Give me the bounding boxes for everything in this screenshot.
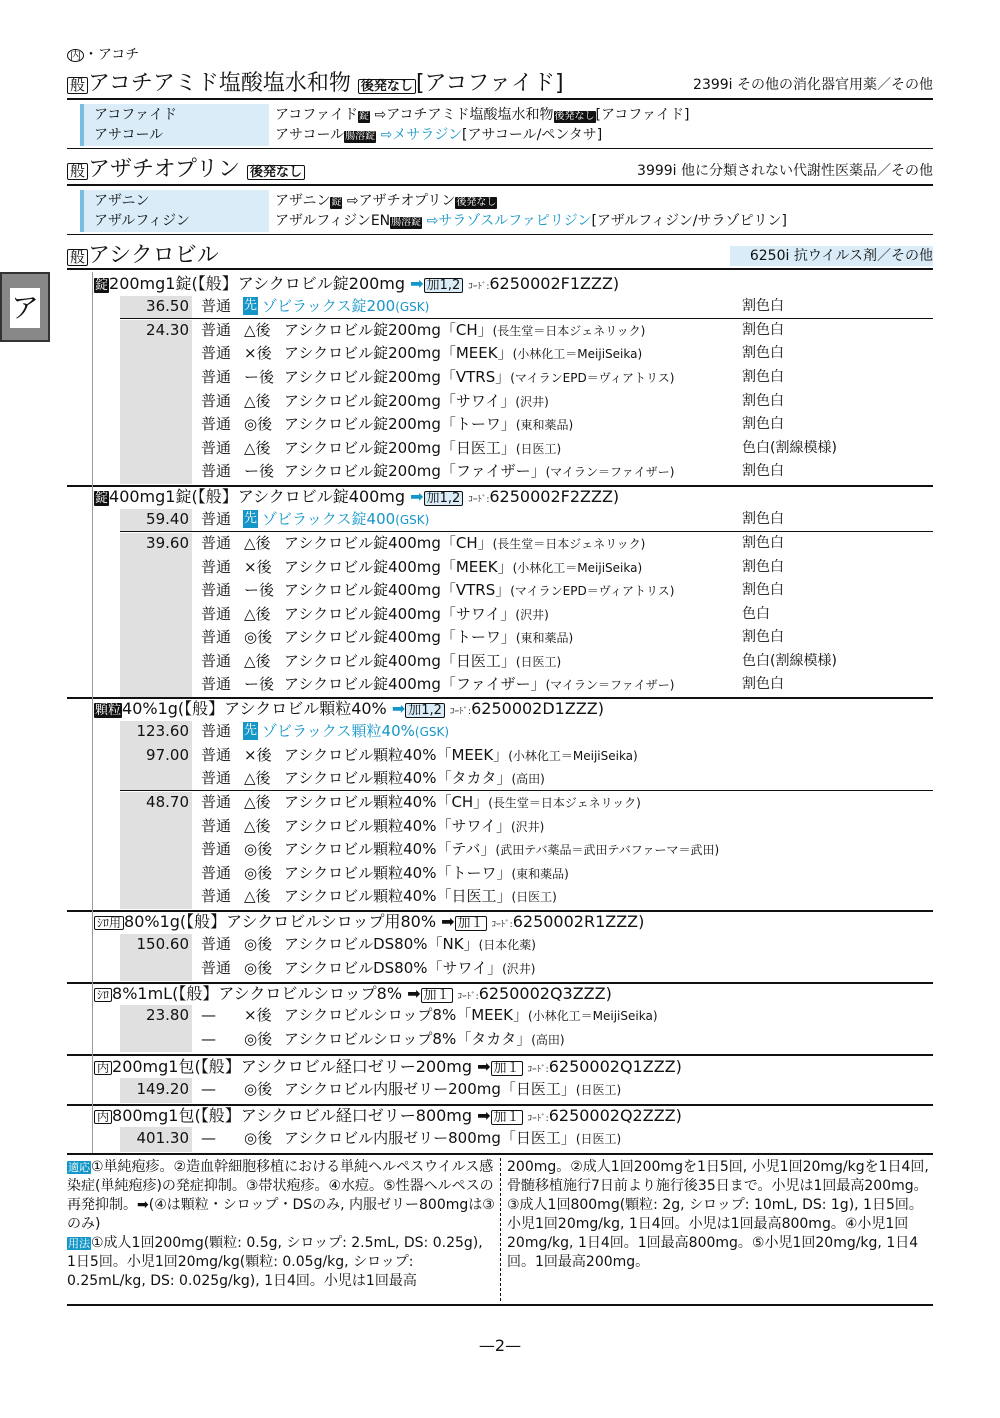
entry3-category: 6250i 抗ウイルス剤／その他: [749, 248, 933, 264]
tablet-icon: 錠: [95, 278, 109, 293]
code-label: ｺｰﾄﾞ:: [450, 707, 472, 717]
form-row: [94, 984, 612, 1007]
xref-suffix: [アサコール/ペンタサ]: [462, 127, 603, 143]
maker-name: (東和薬品): [511, 867, 569, 881]
side-tab-label: ア: [10, 288, 40, 328]
kind-label: 普通: [201, 510, 232, 528]
product-name-row: [284, 1079, 621, 1100]
maker-name: (高田): [511, 772, 545, 786]
kind-label: 普通: [201, 558, 232, 576]
generic-status-mark: ×後: [244, 344, 272, 362]
code-value: 6250002D1ZZZ): [471, 699, 604, 718]
kind-label: —: [201, 1006, 216, 1024]
generic-status-mark: △後: [244, 652, 271, 670]
form-row: [94, 1057, 682, 1080]
kind-label: —: [201, 1080, 216, 1098]
price-value: 48.70: [146, 793, 189, 811]
kasan-badge: 加1,2: [424, 491, 464, 506]
xref-tag: 腸溶錠: [345, 131, 376, 142]
product-name-row: [284, 557, 642, 578]
form-text: 200mg1錠(【般】アシクロビル錠200mg: [109, 274, 406, 293]
arrow-icon: ➡: [391, 699, 406, 718]
arrow-icon: ➡: [410, 487, 424, 506]
maker-name: (沢井): [511, 820, 545, 834]
generic-status-mark: ◎後: [244, 415, 273, 433]
original-drug-badge: 先: [244, 511, 258, 526]
product-name-row: [284, 863, 569, 884]
kasan-badge: 加１: [421, 988, 453, 1003]
xref-left-item: アサコール: [94, 127, 164, 143]
jelly-icon: 内: [94, 1110, 112, 1124]
kind-label: 普通: [201, 817, 232, 835]
usage-left: [67, 1158, 495, 1291]
generic-status-mark: △後: [244, 321, 271, 339]
product-note: 割色白: [742, 369, 784, 385]
arrow-icon: ➡: [477, 1057, 491, 1076]
product-name-row: [284, 604, 549, 625]
maker-name: (マイランEPD＝ヴィアトリス): [510, 371, 675, 385]
kind-label: 普通: [201, 462, 232, 480]
entry1-name: アコチアミド塩酸塩水和物: [88, 71, 351, 96]
generic-status-mark: ◎後: [244, 1030, 273, 1048]
generic-status-mark: ◎後: [244, 935, 273, 953]
maker-name: (小林化工＝MeijiSeika): [527, 1009, 658, 1023]
product-name[interactable]: アシクロビル錠200mg「CH」: [284, 321, 493, 339]
xref-left-item: アザルフィジン: [94, 213, 190, 229]
product-name-row: [284, 958, 535, 979]
product-name[interactable]: ゾビラックス顆粒40%: [262, 722, 415, 740]
price-value: 39.60: [146, 534, 189, 552]
product-name[interactable]: アシクロビル顆粒40%「MEEK」: [284, 746, 509, 764]
entry1-category: 2399i その他の消化器官用薬／その他: [693, 77, 933, 93]
arrow-icon: ➡: [441, 912, 455, 931]
arrow-icon: ⇨: [346, 193, 359, 209]
product-note: 割色白: [742, 535, 784, 551]
product-name[interactable]: アシクロビル錠200mg「トーワ」: [284, 415, 516, 433]
kind-label: —: [201, 1129, 216, 1147]
product-name[interactable]: アシクロビルシロップ8%「MEEK」: [284, 1006, 528, 1024]
code-value: 6250002F2ZZZ): [489, 487, 620, 506]
maker-name: (小林化工＝MeijiSeika): [512, 347, 643, 361]
form-row: [94, 274, 619, 297]
product-name-row: [284, 438, 561, 459]
kasan-badge: 加１: [491, 1110, 523, 1125]
product-name-row: [284, 1005, 658, 1026]
product-note: 割色白: [742, 416, 784, 432]
form-row: [94, 912, 644, 935]
product-name[interactable]: アシクロビル顆粒40%「テバ」: [284, 840, 496, 858]
code-label: ｺｰﾄﾞ:: [527, 1114, 549, 1124]
product-note: 割色白: [742, 676, 784, 692]
kasan-badge: 加１: [455, 916, 487, 931]
kind-label: 普通: [201, 864, 232, 882]
product-name[interactable]: アシクロビル顆粒40%「サワイ」: [284, 817, 511, 835]
product-name[interactable]: アシクロビル錠400mg「トーワ」: [284, 628, 516, 646]
code-label: ｺｰﾄﾞ:: [468, 495, 490, 505]
xref-prefix: アザニン: [275, 193, 331, 209]
price-value: 401.30: [136, 1129, 189, 1147]
kasan-badge: 加1,2: [424, 278, 464, 293]
price-value: 36.50: [146, 297, 189, 315]
price-value: 149.20: [136, 1080, 189, 1098]
product-name-row: [284, 816, 544, 837]
jelly-icon: 内: [94, 1061, 112, 1075]
xref-badge: 後発なし: [554, 111, 595, 122]
dosage-text-right: 200mg。②成人1回200mgを1日5回, 小児1回20mg/kgを1日4回, 骨髄移植施行7日前より施行後35日まで。小児は1回最高200mg。③成人1回800mg(顆粒: 2g, シロップ: 10mL, DS: 1g), 1日5回。小児1回20mg/kg, 1日4回。小児は1回最高800mg。④小児1回20mg/kg, 1日4回。1回最高800mg。⑤小児1回20mg/kg, 1日4回。1回最高200mg。: [507, 1159, 929, 1270]
product-name[interactable]: アシクロビルシロップ8%「タカタ」: [284, 1030, 532, 1048]
product-name[interactable]: アシクロビル内服ゼリー800mg「日医工」: [284, 1129, 576, 1147]
product-name-row: [284, 343, 642, 364]
xref-right-row: [275, 191, 497, 211]
product-name-row: [262, 721, 449, 742]
generic-mark: 般: [67, 249, 88, 266]
kind-label: 普通: [201, 887, 232, 905]
product-name[interactable]: アシクロビル錠400mg「VTRS」: [284, 581, 511, 599]
code-value: 6250002Q1ZZZ): [548, 1057, 682, 1076]
product-name[interactable]: アシクロビル錠400mg「MEEK」: [284, 558, 513, 576]
kind-label: 普通: [201, 628, 232, 646]
maker-name: (小林化工＝MeijiSeika): [512, 561, 643, 575]
product-name[interactable]: ゾビラックス錠400: [262, 510, 396, 528]
product-name-row: [284, 533, 645, 554]
generic-mark: 般: [67, 163, 88, 180]
xref-suffix: [アコファイド]: [595, 107, 690, 123]
maker-name: (東和薬品): [515, 418, 574, 432]
arrow-icon: ➡: [410, 274, 424, 293]
product-note: 色白: [742, 606, 770, 622]
generic-status-mark: ◎後: [244, 840, 273, 858]
xref-badge: 後発なし: [456, 197, 497, 208]
entry1-title: [67, 71, 564, 97]
product-name-row: [284, 1029, 565, 1050]
product-note: 割色白: [742, 463, 784, 479]
xref-target-link[interactable]: アコチアミド塩酸塩水和物: [386, 107, 554, 123]
price-value: 123.60: [136, 722, 189, 740]
maker-name: (日医工): [515, 655, 562, 669]
product-name[interactable]: アシクロビル内服ゼリー200mg「日医工」: [284, 1080, 576, 1098]
tablet-icon: 錠: [95, 491, 109, 506]
entry1-brand: [アコファイド]: [415, 71, 564, 96]
maker-name: (GSK): [395, 300, 430, 314]
maker-name: (小林化工＝MeijiSeika): [508, 749, 638, 763]
kind-label: 普通: [201, 652, 232, 670]
section-text: ・アコチ: [84, 47, 140, 63]
maker-name: (日医工): [515, 442, 562, 456]
side-tab[interactable]: [0, 272, 50, 342]
product-note: 割色白: [742, 298, 784, 314]
generic-status-mark: ◎後: [244, 1080, 273, 1098]
product-note: 割色白: [742, 559, 784, 575]
generic-status-mark: ×後: [244, 746, 272, 764]
product-name-row: [284, 674, 674, 695]
kind-label: 普通: [201, 840, 232, 858]
product-name-row: [284, 1128, 621, 1149]
generic-status-mark: △後: [244, 392, 271, 410]
section-mark: 内: [67, 49, 84, 62]
product-note: 割色白: [742, 582, 784, 598]
indication-text: ①単純疱疹。②造血幹細胞移植における単純ヘルペスウイルス感染症(単純疱疹)の発症抑制。③帯状疱疹。④水痘。⑤性器ヘルペスの再発抑制。➡(④は顆粒・シロップ・DSのみ, 内服ゼリー800mgは③のみ): [67, 1159, 495, 1232]
kind-label: 普通: [201, 959, 232, 977]
xref-target-link[interactable]: サラゾスルファピリジン: [438, 213, 592, 229]
kind-label: 普通: [201, 746, 232, 764]
generic-status-mark: ◎後: [244, 959, 273, 977]
product-name-row: [284, 461, 674, 482]
maker-name: (長生堂＝日本ジェネリック): [492, 537, 646, 551]
product-name[interactable]: アシクロビル顆粒40%「トーワ」: [284, 864, 512, 882]
price-value: 97.00: [146, 746, 189, 764]
product-name-row: [284, 367, 674, 388]
arrow-icon: ➡: [477, 1106, 491, 1125]
kind-label: 普通: [201, 534, 232, 552]
form-row: [94, 487, 619, 510]
generic-status-mark: △後: [244, 605, 271, 623]
entry3-name: アシクロビル: [88, 243, 219, 268]
maker-name: (GSK): [395, 513, 430, 527]
generic-status-mark: △後: [244, 534, 271, 552]
xref-right-row: [275, 105, 689, 125]
xref-prefix: アサコール: [275, 127, 345, 143]
kasan-badge: 加１: [491, 1061, 523, 1076]
maker-name: (沢井): [502, 962, 536, 976]
generic-status-mark: ×後: [244, 1006, 272, 1024]
arrow-icon: ➡: [407, 984, 421, 1003]
product-name-row: [284, 414, 573, 435]
kind-label: 普通: [201, 439, 232, 457]
maker-name: (東和薬品): [515, 631, 574, 645]
code-value: 6250002Q2ZZZ): [548, 1106, 682, 1125]
product-note: 割色白: [742, 511, 784, 527]
form-text: 800mg1包(【般】アシクロビル経口ゼリー800mg: [112, 1106, 473, 1125]
xref-target-link[interactable]: メサラジン: [392, 127, 463, 143]
syrup-icon: ｼﾛ: [94, 988, 112, 1002]
product-name-row: [284, 934, 536, 955]
product-name[interactable]: アシクロビルDS80%「サワイ」: [284, 959, 503, 977]
product-name-row: [284, 792, 641, 813]
form-text: 8%1mL(【般】アシクロビルシロップ8%: [112, 984, 403, 1003]
kind-label: 普通: [201, 297, 232, 315]
generic-status-mark: ー後: [244, 368, 275, 386]
maker-name: (マイラン＝ファイザー): [545, 678, 675, 692]
product-note: 色白(割線模様): [742, 440, 837, 456]
generic-status-mark: ◎後: [244, 1129, 273, 1147]
arrow-icon: ⇨: [426, 213, 439, 229]
xref-prefix: アザルフィジンEN: [275, 213, 391, 229]
xref-prefix: アコファイド: [275, 107, 359, 123]
maker-name: (日医工): [575, 1132, 622, 1146]
product-name-row: [284, 745, 638, 766]
product-name-row: [284, 768, 545, 789]
product-name-row: [284, 839, 719, 860]
price-value: 150.60: [136, 935, 189, 953]
xref-tag: 錠: [359, 111, 370, 122]
xref-left-item: アコファイド: [94, 107, 178, 123]
form-text: 400mg1錠(【般】アシクロビル錠400mg: [109, 487, 406, 506]
generic-status-mark: ◎後: [244, 628, 273, 646]
kind-label: 普通: [201, 368, 232, 386]
maker-name: (長生堂＝日本ジェネリック): [492, 324, 646, 338]
code-label: ｺｰﾄﾞ:: [527, 1065, 549, 1075]
kasan-badge: 加1,2: [405, 703, 445, 718]
form-text: 80%1g(【般】アシクロビルシロップ用80%: [124, 912, 437, 931]
generic-status-mark: ×後: [244, 558, 272, 576]
kind-label: 普通: [201, 392, 232, 410]
product-name[interactable]: アシクロビル顆粒40%「タカタ」: [284, 769, 512, 787]
price-value: 23.80: [146, 1006, 189, 1024]
original-drug-badge: 先: [244, 723, 258, 738]
dosage-label: 用法: [68, 1237, 90, 1250]
syrup-powder-icon: ｼﾛ用: [94, 916, 124, 930]
product-name[interactable]: アシクロビル錠200mg「MEEK」: [284, 344, 513, 362]
entry3-title: [67, 243, 219, 269]
product-note: 色白(割線模様): [742, 653, 837, 669]
product-name[interactable]: アシクロビル錠400mg「日医工」: [284, 652, 516, 670]
page-number: —2—: [478, 1336, 522, 1355]
maker-name: (沢井): [515, 608, 549, 622]
arrow-icon: ⇨: [380, 127, 393, 143]
product-name[interactable]: アシクロビル錠200mg「日医工」: [284, 439, 516, 457]
form-text: 40%1g(【般】アシクロビル顆粒40%: [122, 699, 387, 718]
maker-name: (長生堂＝日本ジェネリック): [488, 796, 641, 810]
product-name[interactable]: アシクロビル錠400mg「サワイ」: [284, 605, 516, 623]
product-name[interactable]: ゾビラックス錠200: [262, 297, 396, 315]
price-value: 59.40: [146, 510, 189, 528]
dosage-text-left: ①成人1回200mg(顆粒: 0.5g, シロップ: 2.5mL, DS: 0.25g), 1日5回。小児1回20mg/kg(顆粒: 0.05g/kg, シロップ: 0.25mL/kg, DS: 0.025g/kg), 1日4回。小児は1回最高: [67, 1235, 483, 1289]
product-name-row: [262, 509, 429, 530]
maker-name: (武田テバ薬品＝武田テバファーマ＝武田): [495, 843, 720, 857]
generic-status-mark: △後: [244, 817, 271, 835]
generic-status-mark: △後: [244, 887, 271, 905]
generic-status-mark: ー後: [244, 675, 275, 693]
kind-label: 普通: [201, 675, 232, 693]
kind-label: 普通: [201, 722, 232, 740]
indication-label: 適応: [68, 1161, 90, 1174]
maker-name: (マイラン＝ファイザー): [545, 465, 675, 479]
product-name-row: [284, 627, 573, 648]
xref-suffix: [アザルフィジン/サラゾピリン]: [591, 213, 787, 229]
kind-label: 普通: [201, 793, 232, 811]
maker-name: (マイランEPD＝ヴィアトリス): [510, 584, 675, 598]
form-text: 200mg1包(【般】アシクロビル経口ゼリー200mg: [112, 1057, 473, 1076]
product-name[interactable]: アシクロビル錠400mg「CH」: [284, 534, 493, 552]
form-row: [94, 699, 604, 722]
xref-tag: 錠: [331, 197, 342, 208]
kind-label: 普通: [201, 769, 232, 787]
entry2-badge: 後発なし: [247, 165, 305, 180]
arrow-icon: ⇨: [374, 107, 387, 123]
code-value: 6250002R1ZZZ): [512, 912, 645, 931]
entry2-title: [67, 157, 305, 183]
code-value: 6250002Q3ZZZ): [478, 984, 612, 1003]
price-block: [120, 320, 192, 484]
kind-label: 普通: [201, 581, 232, 599]
generic-status-mark: ー後: [244, 462, 275, 480]
product-note: 割色白: [742, 393, 784, 409]
product-note: 割色白: [742, 322, 784, 338]
product-name-row: [284, 886, 557, 907]
maker-name: (日本化薬): [478, 938, 536, 952]
product-note: 割色白: [742, 629, 784, 645]
product-name[interactable]: アシクロビル顆粒40%「日医工」: [284, 887, 512, 905]
product-name-row: [284, 651, 561, 672]
kind-label: —: [201, 1030, 216, 1048]
product-name[interactable]: アシクロビル錠200mg「ファイザー」: [284, 462, 546, 480]
product-name[interactable]: アシクロビルDS80%「NK」: [284, 935, 479, 953]
maker-name: (高田): [531, 1033, 565, 1047]
original-drug-badge: 先: [244, 298, 258, 313]
granule-icon: 顆粒: [95, 703, 122, 718]
xref-left-item: アザニン: [94, 193, 150, 209]
kind-label: 普通: [201, 935, 232, 953]
page-header: [67, 44, 139, 64]
product-name[interactable]: アシクロビル錠400mg「ファイザー」: [284, 675, 546, 693]
price-value: 24.30: [146, 321, 189, 339]
product-name[interactable]: アシクロビル錠200mg「サワイ」: [284, 392, 516, 410]
code-label: ｺｰﾄﾞ:: [468, 282, 490, 292]
maker-name: (沢井): [515, 395, 549, 409]
xref-tag: 腸溶錠: [391, 217, 422, 228]
kind-label: 普通: [201, 605, 232, 623]
price-block: [120, 533, 192, 697]
generic-status-mark: ◎後: [244, 864, 273, 882]
generic-status-mark: ー後: [244, 581, 275, 599]
product-name[interactable]: アシクロビル顆粒40%「CH」: [284, 793, 489, 811]
code-label: ｺｰﾄﾞ:: [491, 920, 513, 930]
generic-status-mark: △後: [244, 439, 271, 457]
product-note: 割色白: [742, 345, 784, 361]
generic-status-mark: △後: [244, 769, 271, 787]
product-name-row: [284, 580, 674, 601]
maker-name: (日医工): [511, 890, 557, 904]
form-row: [94, 1106, 682, 1129]
code-label: ｺｰﾄﾞ:: [457, 992, 479, 1002]
product-name-row: [284, 320, 645, 341]
generic-status-mark: △後: [244, 793, 271, 811]
entry2-name: アザチオプリン: [88, 157, 241, 182]
generic-mark: 般: [67, 77, 88, 94]
product-name[interactable]: アシクロビル錠200mg「VTRS」: [284, 368, 511, 386]
code-value: 6250002F1ZZZ): [489, 274, 620, 293]
xref-right-row: [275, 211, 787, 231]
kind-label: 普通: [201, 415, 232, 433]
kind-label: 普通: [201, 344, 232, 362]
xref-target-link[interactable]: アザチオプリン: [358, 193, 456, 209]
maker-name: (GSK): [414, 725, 450, 739]
entry2-category: 3999i 他に分類されない代謝性医薬品／その他: [637, 163, 933, 179]
entry1-badge: 後発なし: [358, 79, 416, 94]
maker-name: (日医工): [575, 1083, 622, 1097]
xref-right-row: [275, 125, 602, 145]
product-name-row: [284, 391, 549, 412]
kind-label: 普通: [201, 321, 232, 339]
product-name-row: [262, 296, 429, 317]
